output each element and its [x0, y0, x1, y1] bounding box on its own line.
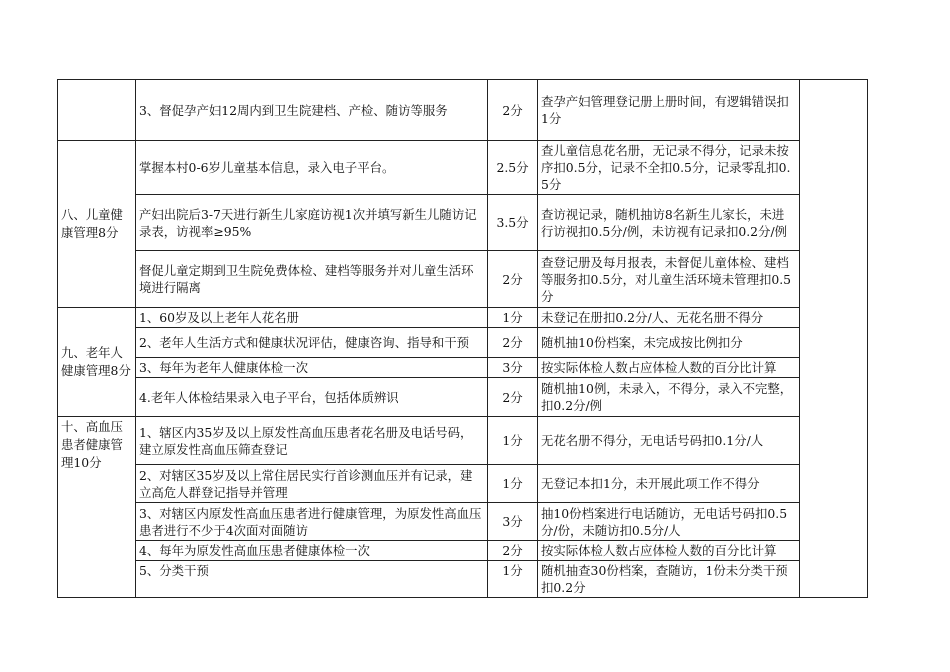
- method-cell: 抽10份档案进行电话随访，无电话号码扣0.5分/份，未随访扣0.5分/人: [538, 503, 800, 541]
- points-cell: 3.5分: [488, 195, 538, 251]
- points-cell: 2分: [488, 80, 538, 141]
- method-cell: 随机抽查30份档案，查随访，1份未分类干预扣0.2分: [538, 561, 800, 598]
- table-row: [58, 308, 868, 328]
- points-cell: 2.5分: [488, 141, 538, 195]
- points-cell: 1分: [488, 465, 538, 503]
- points-cell: 1分: [488, 561, 538, 598]
- item-cell: 督促儿童定期到卫生院免费体检、建档等服务并对儿童生活环境进行隔离: [136, 251, 488, 308]
- scoring-table: [57, 79, 868, 598]
- table-row: [58, 251, 868, 308]
- method-cell: 无花名册不得分，无电话号码扣0.1分/人: [538, 417, 800, 465]
- points-cell: 2分: [488, 378, 538, 417]
- section-cell: [58, 80, 136, 141]
- item-cell: 2、对辖区35岁及以上常住居民实行首诊测血压并有记录，建立高危人群登记指导并管理: [136, 465, 488, 503]
- points-cell: 1分: [488, 417, 538, 465]
- points-cell: 3分: [488, 358, 538, 378]
- method-cell: 随机抽10例，未录入，不得分，录入不完整，扣0.2分/例: [538, 378, 800, 417]
- table-row: [58, 195, 868, 251]
- table-row: [58, 417, 868, 465]
- table-row: [58, 80, 868, 141]
- table-row: [58, 378, 868, 417]
- section-cell: 九、老年人健康管理8分: [58, 308, 136, 417]
- item-cell: 3、对辖区内原发性高血压患者进行健康管理，为原发性高血压患者进行不少于4次面对面随访: [136, 503, 488, 541]
- table-row: [58, 358, 868, 378]
- item-cell: 2、老年人生活方式和健康状况评估，健康咨询、指导和干预: [136, 328, 488, 358]
- points-cell: 2分: [488, 541, 538, 561]
- table-row: [58, 541, 868, 561]
- item-cell: 掌握本村0-6岁儿童基本信息，录入电子平台。: [136, 141, 488, 195]
- points-cell: 2分: [488, 251, 538, 308]
- method-cell: 未登记在册扣0.2分/人、无花名册不得分: [538, 308, 800, 328]
- table-row: [58, 141, 868, 195]
- points-cell: 1分: [488, 308, 538, 328]
- table-row: [58, 503, 868, 541]
- table-row: [58, 561, 868, 598]
- method-cell: 按实际体检人数占应体检人数的百分比计算: [538, 358, 800, 378]
- item-cell: 4、每年为原发性高血压患者健康体检一次: [136, 541, 488, 561]
- section-cell: 八、儿童健康管理8分: [58, 141, 136, 308]
- item-cell: 1、60岁及以上老年人花名册: [136, 308, 488, 328]
- item-cell: 3、每年为老年人健康体检一次: [136, 358, 488, 378]
- method-cell: 无登记本扣1分，未开展此项工作不得分: [538, 465, 800, 503]
- section-cell: 十、高血压患者健康管理10分: [58, 417, 136, 598]
- item-cell: 5、分类干预: [136, 561, 488, 598]
- item-cell: 产妇出院后3-7天进行新生儿家庭访视1次并填写新生儿随访记录表，访视率≥95%: [136, 195, 488, 251]
- item-cell: 4.老年人体检结果录入电子平台，包括体质辨识: [136, 378, 488, 417]
- table-row: [58, 465, 868, 503]
- points-cell: 3分: [488, 503, 538, 541]
- item-cell: 1、辖区内35岁及以上原发性高血压患者花名册及电话号码，建立原发性高血压筛查登记: [136, 417, 488, 465]
- method-cell: 查儿童信息花名册，无记录不得分，记录未按序扣0.5分，记录不全扣0.5分，记录零乱扣0.5分: [538, 141, 800, 195]
- method-cell: 按实际体检人数占应体检人数的百分比计算: [538, 541, 800, 561]
- blank-column: [800, 80, 868, 598]
- method-cell: 查访视记录，随机抽访8名新生儿家长，未进行访视扣0.5分/例，未访视有记录扣0.2分/例: [538, 195, 800, 251]
- table-row: [58, 328, 868, 358]
- method-cell: 查孕产妇管理登记册上册时间，有逻辑错误扣1分: [538, 80, 800, 141]
- method-cell: 查登记册及每月报表，未督促儿童体检、建档等服务扣0.5分，对儿童生活环境未管理扣0.5分: [538, 251, 800, 308]
- item-cell: 3、督促孕产妇12周内到卫生院建档、产检、随访等服务: [136, 80, 488, 141]
- method-cell: 随机抽10份档案，未完成按比例扣分: [538, 328, 800, 358]
- points-cell: 2分: [488, 328, 538, 358]
